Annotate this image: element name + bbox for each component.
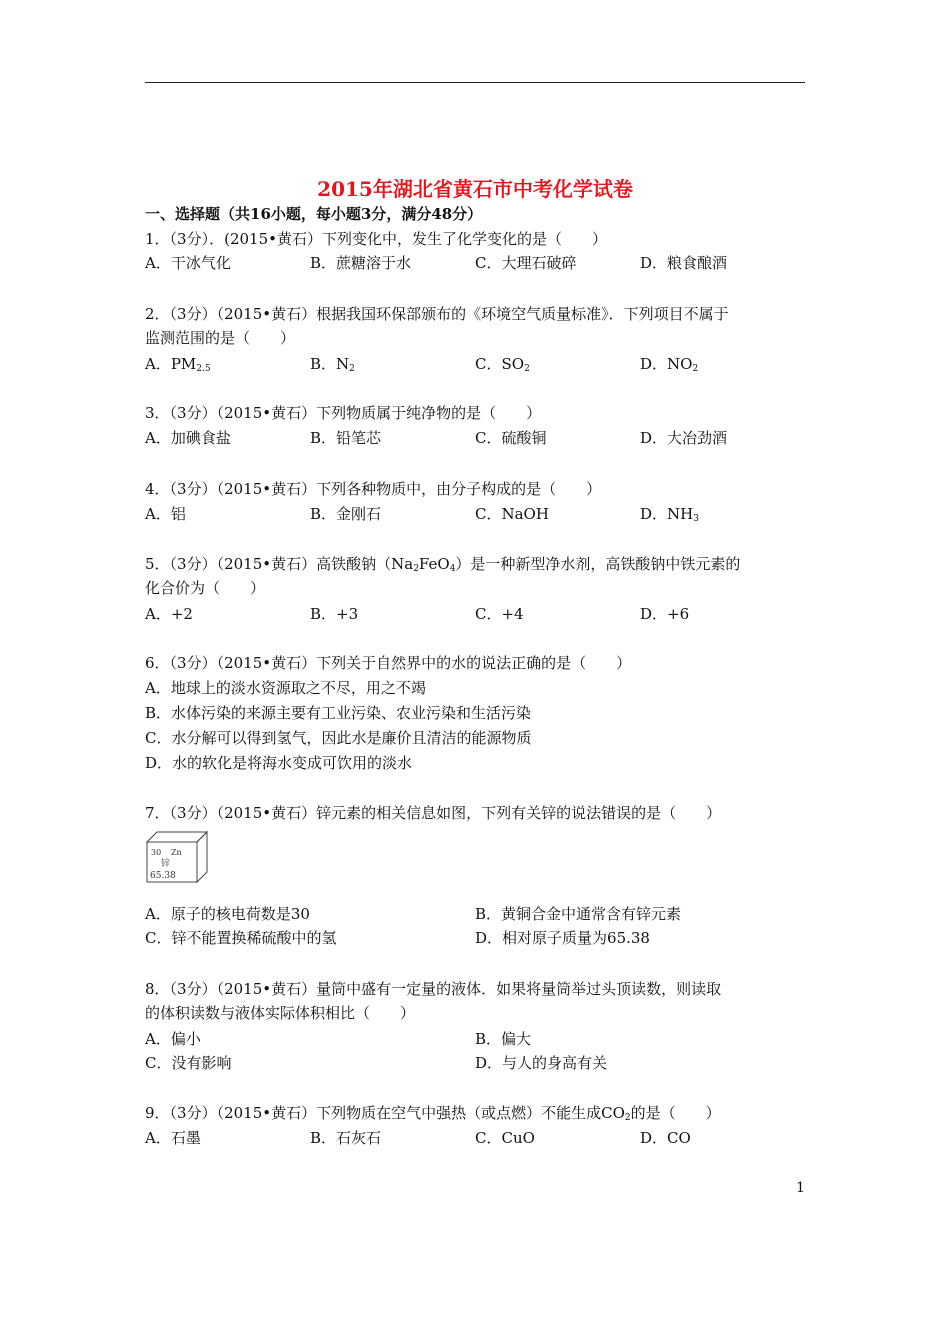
q8-option-b: B．偏大: [475, 1030, 532, 1048]
q2-option-a: A．$PM_{2.5}$: [145, 355, 211, 374]
question-5-stem-cont: 化合价为（ ）: [145, 579, 266, 597]
q5-option-d: D．+6: [640, 605, 690, 623]
q9-option-c: C．CuO: [475, 1129, 535, 1147]
q2-option-c: C．$SO_2$: [475, 355, 530, 374]
q6-option-a: A．地球上的淡水资源取之不尽，用之不竭: [145, 679, 426, 697]
question-4-stem: 4．（3分）（2015•黄石）下列各种物质中，由分子构成的是（ ）: [145, 480, 602, 498]
q7-option-c: C．锌不能置换稀硫酸中的氢: [145, 929, 337, 947]
question-5-stem: 5．（3分）（2015•黄石）高铁酸钠$(Na_2FeO_4)$是一种新型净水剂，高铁酸钠中铁元素的: [145, 555, 741, 574]
q6-option-b: B．水体污染的来源主要有工业污染、农业污染和生活污染: [145, 704, 532, 722]
q4-option-c: C．NaOH: [475, 505, 549, 523]
question-2-stem-cont: 监测范围的是（ ）: [145, 329, 296, 347]
q3-option-b: B．铅笔芯: [310, 429, 382, 447]
page-title: 2015年湖北省黄石市中考化学试卷: [317, 177, 633, 201]
header-rule: [145, 82, 805, 83]
page-number: 1: [796, 1180, 805, 1196]
q7-option-a: A．原子的核电荷数是30: [145, 905, 310, 923]
element-symbol: Zn: [171, 848, 182, 857]
q9-option-b: B．石灰石: [310, 1129, 382, 1147]
q2-option-d: D．$NO_2$: [640, 355, 699, 374]
q9-option-d: D．CO: [640, 1129, 691, 1147]
q3-option-c: C．硫酸铜: [475, 429, 547, 447]
q8-option-d: D．与人的身高有关: [475, 1054, 608, 1072]
q7-option-b: B．黄铜合金中通常含有锌元素: [475, 905, 682, 923]
element-cube-icon: [145, 830, 209, 884]
q3-option-a: A．加碘食盐: [145, 429, 231, 447]
q1-option-c: C．大理石破碎: [475, 254, 577, 272]
q4-option-a: A．铝: [145, 505, 186, 523]
q5-option-b: B．+3: [310, 605, 359, 623]
question-3-stem: 3．（3分）（2015•黄石）下列物质属于纯净物的是（ ）: [145, 404, 542, 422]
q6-option-d: D．水的软化是将海水变成可饮用的淡水: [145, 754, 413, 772]
question-8-stem-cont: 的体积读数与液体实际体积相比（ ）: [145, 1004, 416, 1022]
question-7-stem: 7．（3分）（2015•黄石）锌元素的相关信息如图，下列有关锌的说法错误的是（ ）: [145, 804, 722, 822]
zinc-element-cell-figure: [145, 830, 209, 888]
q7-option-d: D．相对原子质量为65.38: [475, 929, 650, 947]
element-number: 30: [151, 848, 162, 857]
q5-option-c: C．+4: [475, 605, 524, 623]
question-9-stem: 9．（3分）（2015•黄石）下列物质在空气中强热（或点燃）不能生成$CO_2$的是（ ）: [145, 1104, 721, 1123]
q9-option-a: A．石墨: [145, 1129, 201, 1147]
question-6-stem: 6．（3分）（2015•黄石）下列关于自然界中的水的说法正确的是（ ）: [145, 654, 632, 672]
q6-option-c: C．水分解可以得到氢气，因此水是廉价且清洁的能源物质: [145, 729, 532, 747]
question-8-stem: 8．（3分）（2015•黄石）量筒中盛有一定量的液体．如果将量筒举过头顶读数，则读取: [145, 980, 722, 998]
q4-option-b: B．金刚石: [310, 505, 382, 523]
q8-option-a: A．偏小: [145, 1030, 201, 1048]
q5-option-a: A．+2: [145, 605, 193, 623]
element-name: 锌: [161, 859, 171, 869]
element-mass: 65.38: [150, 871, 176, 881]
q4-option-d: D．$NH_3$: [640, 505, 699, 524]
q8-option-c: C．没有影响: [145, 1054, 232, 1072]
q1-option-b: B．蔗糖溶于水: [310, 254, 412, 272]
question-1-stem: 1．（3分）．(2015•黄石）下列变化中，发生了化学变化的是（ ）: [145, 230, 607, 248]
q2-option-b: B．$N_2$: [310, 355, 355, 374]
section-heading: 一、选择题（共16小题，每小题3分，满分48分）: [145, 205, 483, 223]
q1-option-d: D．粮食酿酒: [640, 254, 728, 272]
question-2-stem: 2．（3分）（2015•黄石）根据我国环保部颁布的《环境空气质量标准》．下列项目不属于: [145, 305, 729, 323]
q3-option-d: D．大冶劲酒: [640, 429, 728, 447]
q1-option-a: A．干冰气化: [145, 254, 231, 272]
